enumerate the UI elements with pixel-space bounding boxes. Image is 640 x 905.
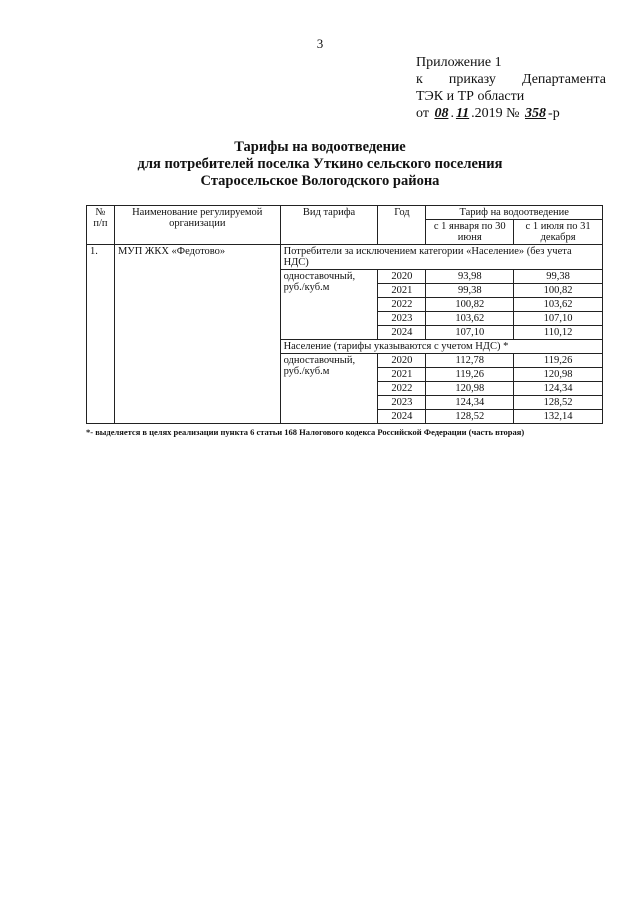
tariff-type: одноставочный, руб./куб.м xyxy=(280,354,378,424)
header-year: Год xyxy=(378,206,426,245)
tariff-table xyxy=(86,205,603,424)
year-cell: 2021 xyxy=(378,368,426,382)
year-cell: 2021 xyxy=(378,284,426,298)
tariff-h1-cell: 120,98 xyxy=(426,382,514,396)
tariff-type: одноставочный, руб./куб.м xyxy=(280,270,378,340)
tariff-h2-cell: 99,38 xyxy=(514,270,603,284)
header-tariff-type: Вид тарифа xyxy=(280,206,378,245)
group-label-non-population: Потребители за исключением категории «Население» (без учета НДС) xyxy=(280,245,602,270)
year-cell: 2023 xyxy=(378,396,426,410)
tariff-h1-cell: 119,26 xyxy=(426,368,514,382)
tariff-h1-cell: 99,38 xyxy=(426,284,514,298)
header-tariff: Тариф на водоотведение xyxy=(426,206,603,220)
order-day: 08 xyxy=(434,106,449,121)
annex-block xyxy=(416,54,606,122)
tariff-h1-cell: 93,98 xyxy=(426,270,514,284)
year-cell: 2022 xyxy=(378,298,426,312)
tariff-h1-cell: 112,78 xyxy=(426,354,514,368)
header-organization: Наименование регулируемой организации xyxy=(114,206,280,245)
year-cell: 2024 xyxy=(378,410,426,424)
tariff-h2-cell: 124,34 xyxy=(514,382,603,396)
header-second-half: с 1 июля по 31 декабря xyxy=(514,220,603,245)
group-label-population: Население (тарифы указываются с учетом НДС) * xyxy=(280,340,602,354)
annex-date-line: от 08 . 11 .2019 № 358 -р xyxy=(416,106,560,121)
organization-name: МУП ЖКХ «Федотово» xyxy=(114,245,280,424)
tariff-h1-cell: 128,52 xyxy=(426,410,514,424)
tariff-h1-cell: 103,62 xyxy=(426,312,514,326)
year-cell: 2020 xyxy=(378,354,426,368)
annex-title: Приложение 1 xyxy=(416,55,502,70)
year-cell: 2023 xyxy=(378,312,426,326)
header-number: № п/п xyxy=(87,206,115,245)
vat-footnote: *- выделяется в целях реализации пункта 6 статьи 168 Налогового кодекса Российской Федерации (часть вторая) xyxy=(86,427,525,437)
tariff-h1-cell: 100,82 xyxy=(426,298,514,312)
tariff-h2-cell: 110,12 xyxy=(514,326,603,340)
tariff-h2-cell: 107,10 xyxy=(514,312,603,326)
tariff-h1-cell: 124,34 xyxy=(426,396,514,410)
tariff-h1-cell: 107,10 xyxy=(426,326,514,340)
order-month: 11 xyxy=(455,106,470,121)
year-cell: 2020 xyxy=(378,270,426,284)
tariff-h2-cell: 128,52 xyxy=(514,396,603,410)
tariff-h2-cell: 132,14 xyxy=(514,410,603,424)
tariff-h2-cell: 120,98 xyxy=(514,368,603,382)
year-cell: 2024 xyxy=(378,326,426,340)
annex-order-line: к приказу Департамента xyxy=(416,72,606,87)
tariff-h2-cell: 103,62 xyxy=(514,298,603,312)
order-number: 358 xyxy=(525,106,547,121)
tariff-h2-cell: 100,82 xyxy=(514,284,603,298)
header-first-half: с 1 января по 30 июня xyxy=(426,220,514,245)
document-title: Тарифы на водоотведение для потребителей поселка Уткино сельского поселения Старосельское Вологодского района xyxy=(137,139,503,189)
annex-department: ТЭК и ТР области xyxy=(416,89,525,104)
tariff-h2-cell: 119,26 xyxy=(514,354,603,368)
year-cell: 2022 xyxy=(378,382,426,396)
row-number: 1. xyxy=(87,245,115,424)
page-number: 3 xyxy=(316,36,324,51)
